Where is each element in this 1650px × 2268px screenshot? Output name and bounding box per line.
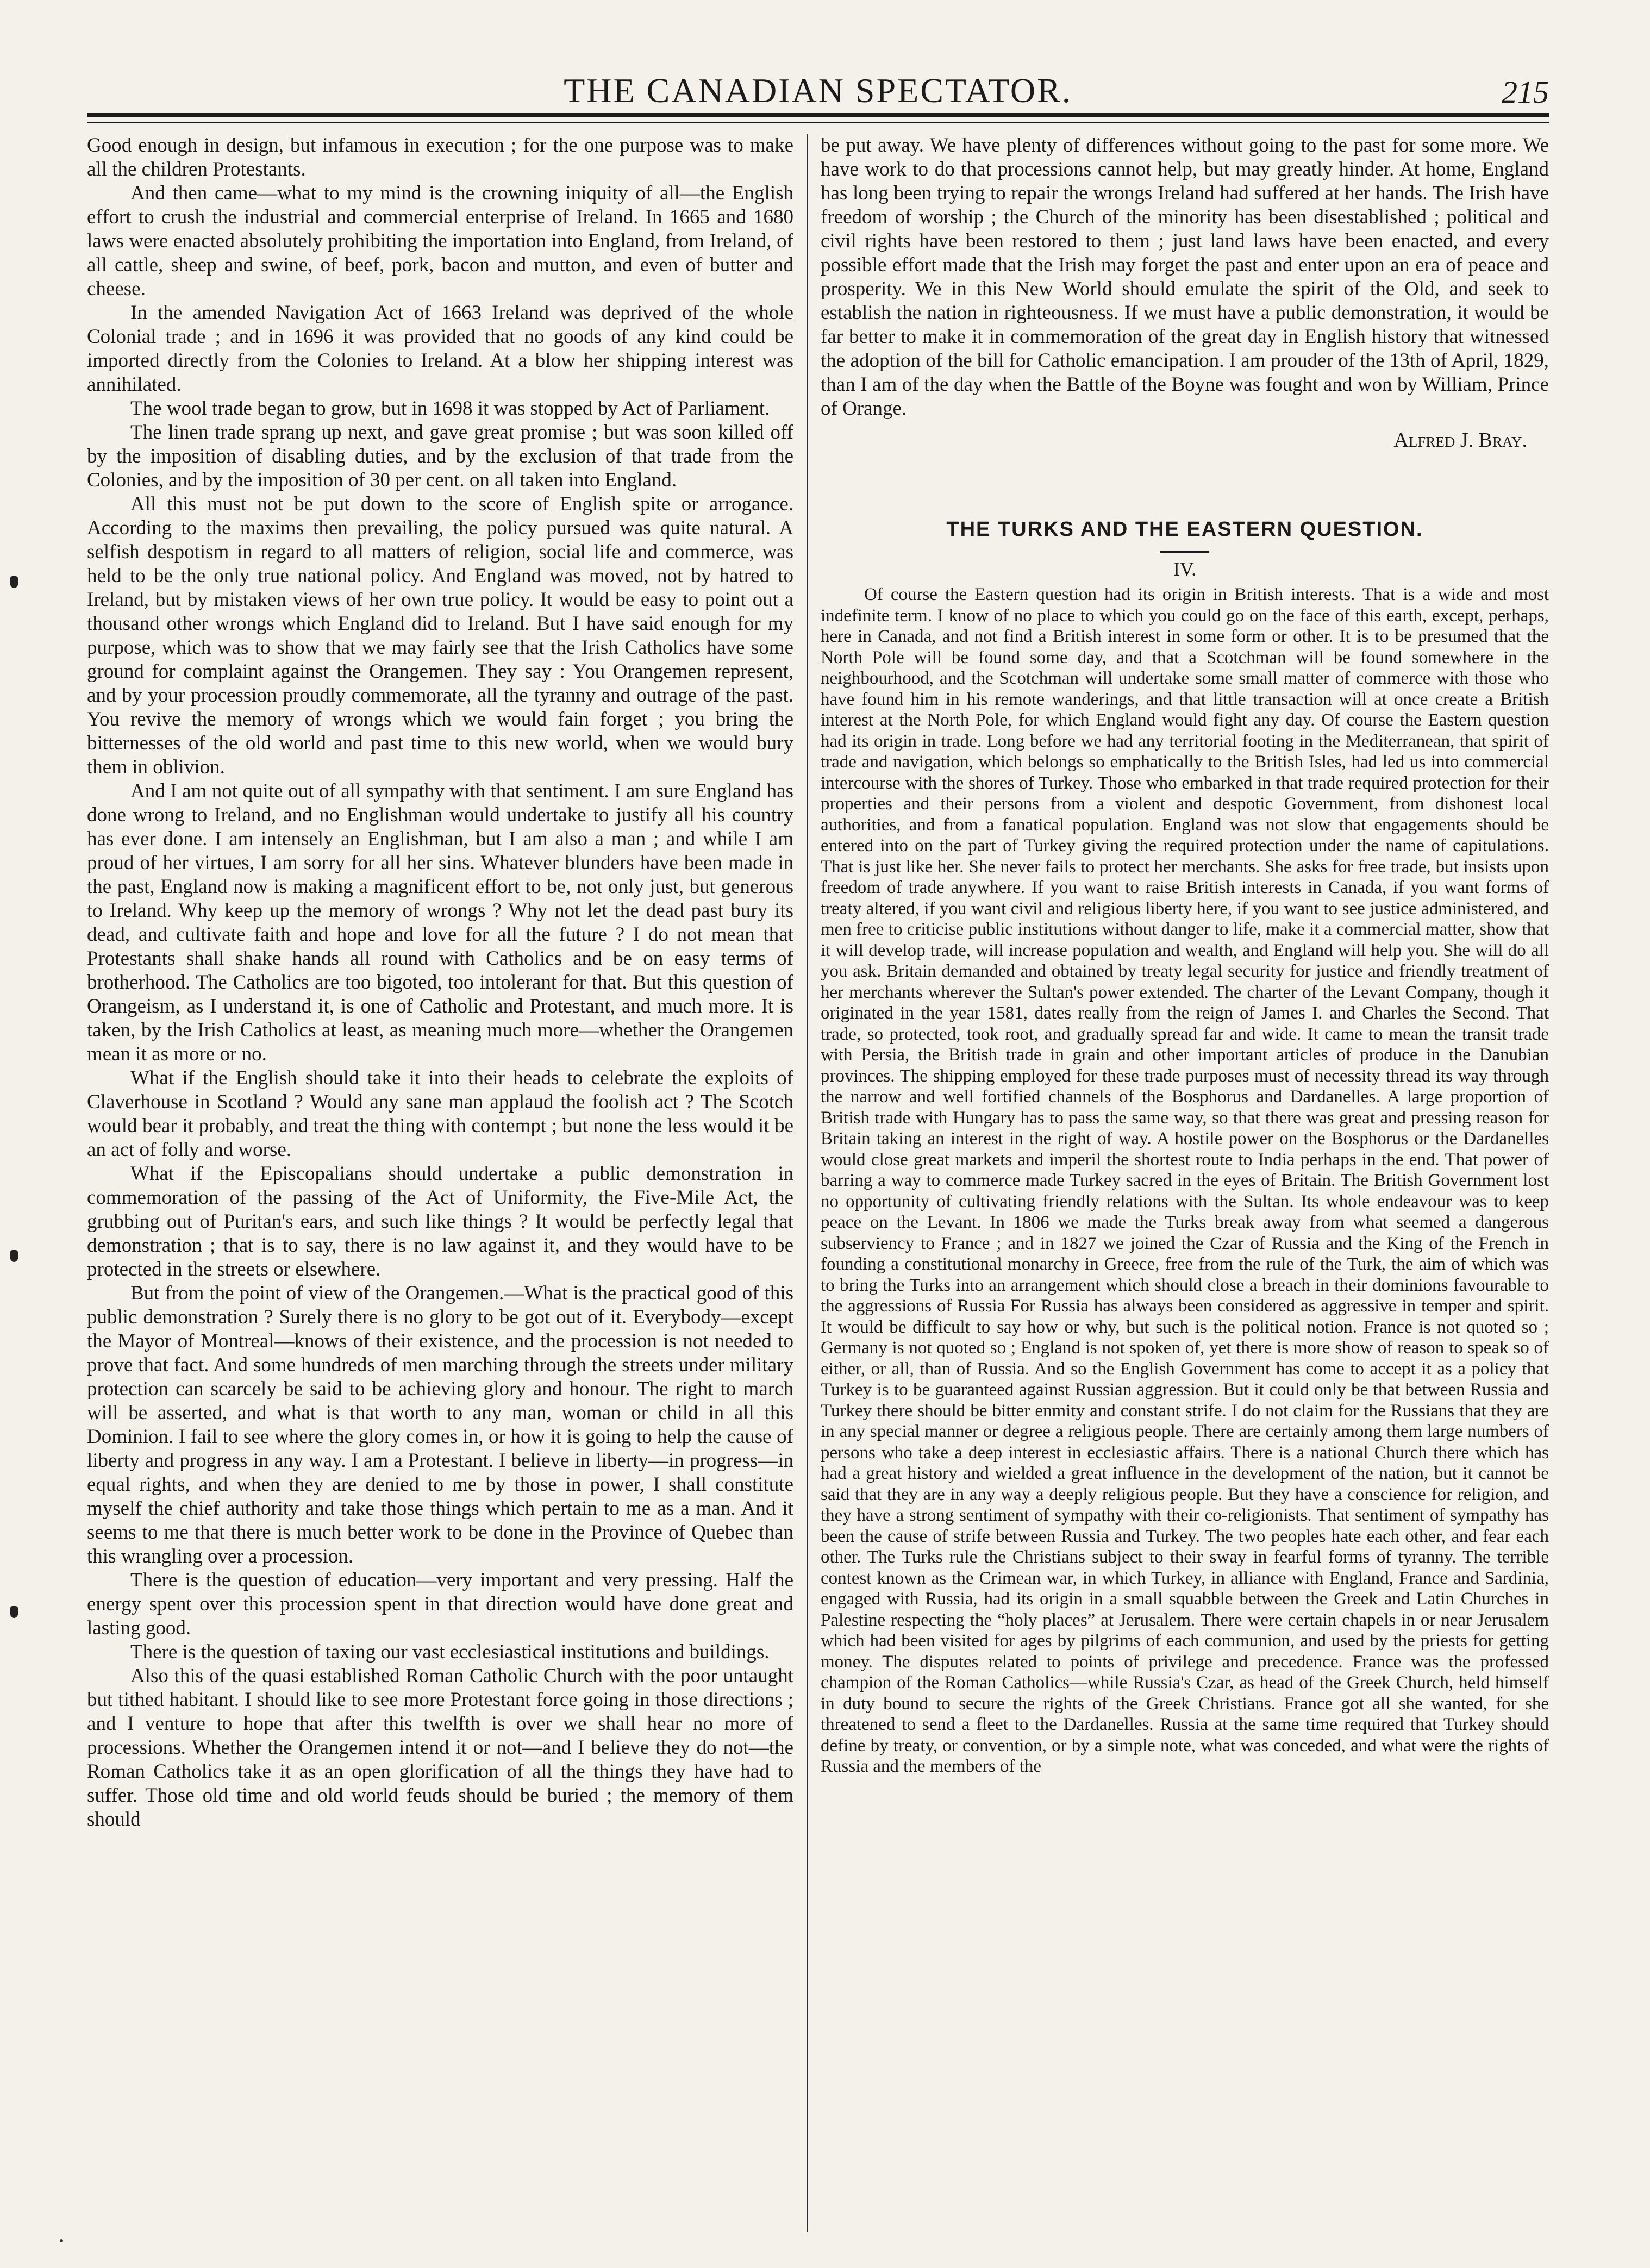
header-rule-thin	[87, 122, 1549, 123]
paragraph: Good enough in design, but infamous in execution ; for the one purpose was to make all the children Protestants.	[87, 134, 793, 180]
heading-rule	[1160, 551, 1209, 553]
right-column	[821, 134, 1549, 2232]
paragraph: The linen trade sprang up next, and gave great promise ; but was soon killed off by the imposition of disabling duties, and by the exclusion of that trade from the Colonies, and by the imposition of 30 per cent. on all taken into England.	[87, 421, 793, 491]
paragraph: In the amended Navigation Act of 1663 Ireland was deprived of the whole Colonial trade ; and in 1696 it was provided that no goods of any kind could be imported directly from the Colonies to Ireland. At a blow her shipping interest was annihilated.	[87, 302, 793, 396]
margin-bullet-mark	[10, 576, 18, 588]
margin-bullet-mark	[10, 1250, 18, 1262]
paragraph: And I am not quite out of all sympathy with that sentiment. I am sure England has done wrong to Ireland, and no Englishman would undertake to justify all his country has ever done. I am intensely an Englishman, but I am also a man ; and while I am proud of her virtues, I am sorry for all her sins. Whatever blunders have been made in the past, England now is making a magnificent effort to be, not only just, but generous to Ireland. Why keep up the memory of wrongs ? Why not let the dead past bury its dead, and cultivate faith and hope and love for all the future ? I do not mean that Protestants shall shake hands all round with Catholics and be on easy terms of brotherhood. The Catholics are too bigoted, too intolerant for that. But this question of Orangeism, as I understand it, is one of Catholic and Protestant, and much more. It is taken, by the Irish Catholics at least, as meaning much more—whether the Orangemen mean it as more or no.	[87, 780, 793, 1065]
paragraph: Also this of the quasi established Roman Catholic Church with the poor untaught but tithed habitant. I should like to see more Protestant force going in those directions ; and I venture to hope that after this twelfth is over we shall hear no more of processions. Whether the Orangemen intend it or not—and I believe they do not—the Roman Catholics take it as an open glorification of all the things they have had to suffer. Those old time and old world feuds should be buried ; the memory of them should	[87, 1665, 793, 1830]
masthead-title: THE CANADIAN SPECTATOR.	[564, 71, 1072, 110]
paragraph: What if the English should take it into their heads to celebrate the exploits of Claverhouse in Scotland ? Would any sane man applaud the foolish act ? The Scotch would bear it probably, and treat the thing with contempt ; but none the less would it be an act of folly and worse.	[87, 1067, 793, 1161]
paragraph: And then came—what to my mind is the crowning iniquity of all—the English effort to crush the industrial and commercial enterprise of Ireland. In 1665 and 1680 laws were enacted absolutely prohibiting the importation into England, from Ireland, of all cattle, sheep and swine, of beef, pork, bacon and mutton, and even of butter and cheese.	[87, 182, 793, 300]
left-column	[87, 134, 793, 2232]
paragraph: Of course the Eastern question had its origin in British interests. That is a wide and most indefinite term. I know of no place to which you could go on the face of this earth, except, perhaps, here in Canada, and not find a British interest in some form or other. It is to be presumed that the North Pole will be found some day, and that a Scotchman will be found somewhere in the neighbourhood, and the Scotchman will undertake some small matter of commerce with those who have found him in his remote wanderings, and that little transaction will at once create a British interest at the North Pole, for which England would fight any day. Of course the Eastern question had its origin in trade. Long before we had any territorial footing in the Mediterranean, that spirit of trade and navigation, which belongs so emphatically to the British Isles, had led us into commercial intercourse with the shores of Turkey. Those who embarked in that trade required protection for their properties and their persons from a violent and despotic Government, from dishonest local authorities, and from a fanatical population. England was not slow that engagements should be entered into on the part of Turkey giving the required protection under the name of capitulations. That is just like her. She never fails to protect her merchants. She asks for free trade, but insists upon freedom of trade anywhere. If you want to raise British interests in Canada, if you want forms of treaty altered, if you want civil and religious liberty here, if you want to see justice administered, and men free to criticise public institutions without danger to life, make it a commercial matter, show that it will develop trade, will increase population and wealth, and England will help you. She will do all you ask. Britain demanded and obtained by treaty legal security for justice and friendly treatment of her merchants wherever the Sultan's power extended. The charter of the Levant Company, though it originated in the year 1581, dates really from the reign of James I. and Charles the Second. That trade, so protected, took root, and gradually spread far and wide. It came to mean the transit trade with Persia, the British trade in grain and other important articles of produce in the Danubian provinces. The shipping employed for these trade purposes must of necessity thread its way through the narrow and well fortified channels of the Bosphorus and Dardanelles. A large proportion of British trade with Hungary has to pass the same way, so that there was great and pressing reason for Britain taking an interest in the right of way. A hostile power on the Bosphorus or the Dardanelles would close great markets and imperil the shortest route to India perhaps in the end. That power of barring a way to commerce made Turkey sacred in the eyes of Britain. The British Government lost no opportunity of cultivating friendly relations with the Sultan. Its whole endeavour was to keep peace on the Levant. In 1806 we made the Turks break away from what seemed a dangerous subserviency to France ; and in 1827 we joined the Czar of Russia and the King of the French in founding a constitutional monarchy in Greece, free from the rule of the Turk, the aim of which was to bring the Turks into an arrangement which should close a breach in their dominions favourable to the aggressions of Russia For Russia has always been considered as aggressive in temper and spirit. It would be difficult to say how or why, but such is the political notion. France is not quoted so ; Germany is not quoted so ; England is not spoken of, yet there is more show of reason to speak so of either, or all, than of Russia. And so the English Government has come to accept it as a policy that Turkey is to be guaranteed against Russian aggression. But it could only be that between Russia and Turkey there should be bitter enmity and constant strife. I do not claim for the Russians that they are in any special manner or degree a religious people. There are certainly among them large numbers of persons who take a deep interest in ecclesiastic affairs. There is a national Church there which has had a great history and wielded a great influence in the development of the nation, but it cannot be said that they are in any way a deeply religious people. But they have a conscience for religion, and they have a strong sentiment of sympathy with their co-religionists. That sentiment of sympathy has been the cause of strife between Russia and Turkey. The two peoples hate each other, and fear each other. The Turks rule the Christians subject to their sway in fearful forms of tyranny. The terrible contest known as the Crimean war, in which Turkey, in alliance with England, France and Sardinia, engaged with Russia, had its origin in a small squabble between the Greek and Latin Churches in Palestine respecting the “holy places” at Jerusalem. There were certain chapels in or near Jerusalem which had been visited for ages by pilgrims of each communion, and used by the priests for getting money. The disputes related to points of privilege and precedence. France was the professed champion of the Roman Catholics—while Russia's Czar, as head of the Greek Church, held himself in duty bound to secure the rights of the Greek Christians. France got all she wanted, for she threatened to send a fleet to the Dardanelles. Russia at the same time required that Turkey should define by treaty, or convention, or by a simple note, what was conceded, and what were the rights of Russia and the members of the	[821, 585, 1549, 1776]
page-header	[87, 60, 1549, 120]
header-rule-thick	[87, 113, 1549, 117]
paragraph: All this must not be put down to the score of English spite or arrogance. According to the maxims then prevailing, the policy pursued was quite natural. A selfish despotism in regard to all matters of religion, social life and commerce, was held to be the only true national policy. And England was moved, not by hatred to Ireland, but by mistaken views of her own true policy. It would be easy to point out a thousand other wrongs which England did to Ireland. But I have said enough for my purpose, which was to show that we may fairly see that the Irish Catholics have some ground for complaint against the Orangemen. They say : You Orangemen represent, and by your procession proudly commemorate, all the tyranny and outrage of the past. You revive the memory of wrongs which we would fain forget ; you bring the bitternesses of the old world and past time to this new world, when we would bury them in oblivion.	[87, 493, 793, 778]
paragraph: There is the question of taxing our vast ecclesiastical institutions and buildings.	[130, 1641, 770, 1663]
print-speck	[60, 2239, 63, 2242]
paragraph-continuation: be put away. We have plenty of differences without going to the past for some more. We have work to do that processions cannot help, but may greatly hinder. At home, England has long been trying to repair the wrongs Ireland had suffered at her hands. The Irish have freedom of worship ; the Church of the minority has been disestablished ; political and civil rights have been restored to them ; just land laws have been enacted, and every possible effort made that the Irish may forget the past and enter upon an era of peace and prosperity. We in this New World should emulate the spirit of the Old, and seek to establish the nation in righteousness. If we must have a public demonstration, it would be far better to make it in commemoration of the great day in English history that witnessed the adoption of the bill for Catholic emancipation. I am prouder of the 13th of April, 1829, than I am of the day when the Battle of the Boyne was fought and won by William, Prince of Orange.	[821, 134, 1549, 420]
section-numeral: IV.	[1173, 558, 1197, 580]
paragraph: The wool trade began to grow, but in 1698 it was stopped by Act of Parliament.	[130, 397, 770, 420]
paragraph: What if the Episcopalians should undertake a public demonstration in commemoration of the passing of the Act of Uniformity, the Five-Mile Act, the grubbing out of Puritan's ears, and such like things ? It would be perfectly legal that demonstration ; that is to say, there is no law against it, and they would have to be protected in the streets or elsewhere.	[87, 1163, 793, 1280]
page-number: 215	[1502, 74, 1549, 110]
author-signature: Alfred J. Bray.	[1393, 429, 1527, 452]
margin-bullet-mark	[10, 1606, 18, 1618]
column-divider	[807, 134, 808, 2232]
paragraph: But from the point of view of the Orangemen.—What is the practical good of this public demonstration ? Surely there is no glory to be got out of it. Everybody—except the Mayor of Montreal—knows of their existence, and the procession is not needed to prove that fact. And some hundreds of men marching through the streets under military protection can scarcely be said to be achieving glory and honour. The right to march will be asserted, and what is that worth to any man, woman or child in all this Dominion. I fail to see where the glory comes in, or how it is going to help the cause of liberty and progress in any way. I am a Protestant. I believe in liberty—in progress—in equal rights, and when they are denied to me by those in power, I shall constitute myself the chief authority and take those things which pertain to me as a man. And it seems to me that there is much better work to be done in the Province of Quebec than this wrangling over a procession.	[87, 1282, 793, 1567]
article-heading: THE TURKS AND THE EASTERN QUESTION.	[946, 518, 1423, 541]
paragraph: There is the question of education—very important and very pressing. Half the energy spent over this procession spent in that direction would have done great and lasting good.	[87, 1569, 793, 1639]
